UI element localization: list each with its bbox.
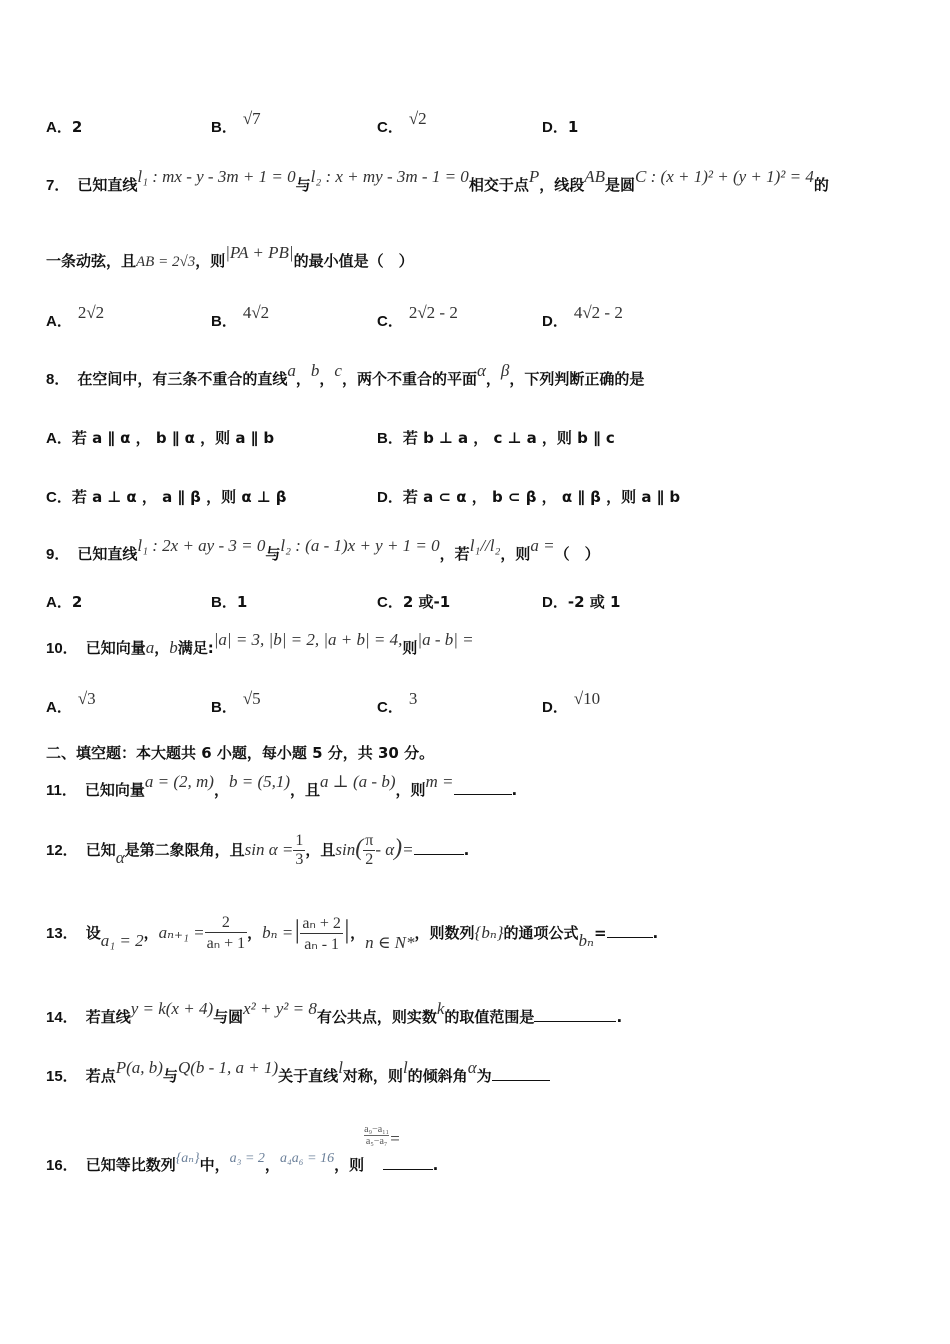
question-12: 12． 已知α是第二象限角，且sin α = $\frac{1}{3}$ ，且sin( $\frac{\pi}{2}$ - α)= . (46, 832, 470, 868)
q15-answer-blank[interactable] (492, 1066, 550, 1081)
section-2-heading: 二、填空题：本大题共 6 小题，每小题 5 分，共 30 分。 (46, 744, 435, 762)
q6-option-a: A．2 (46, 118, 83, 136)
question-7-line-1: 7． 已知直线l₁ : mx - y - 3m + 1 = 0与l₂ : x + my - 3m - 1 = 0相交于点P，线段AB是圆C : (x + 1)² + (y + 1)² = 4的 (46, 167, 829, 194)
question-16: 16． 已知等比数列{aₙ}中，a₃ = 2，a₄a₆ = 16，则 $\frac{\text{a₉−a₁₁}}{\text{a₅−a₇}}$ =. (46, 1124, 439, 1174)
q14-answer-blank[interactable] (534, 1007, 616, 1022)
q13-answer-blank[interactable] (607, 923, 653, 938)
q7-option-b: B． 4√2 (211, 303, 270, 330)
q6-option-b: B． √7 (211, 109, 261, 136)
question-11: 11． 已知向量a = (2, m)，b = (5,1)，且a ⊥ (a - b)，则m = . (46, 772, 518, 799)
question-7-line-2: 一条动弦，且AB = 2√3，则|PA + PB|的最小值是（ ） (46, 243, 414, 270)
question-8: 8． 在空间中，有三条不重合的直线a，b，c，两个不重合的平面α，β，下列判断正确的是 (46, 361, 645, 388)
q9-option-b: B．1 (211, 593, 248, 611)
q8-option-c: C．若 a ⊥ α ， a ∥ β ，则 α ⊥ β (46, 488, 287, 506)
q12-answer-blank[interactable] (414, 840, 464, 855)
q7-option-c: C． 2√2 - 2 (377, 303, 458, 330)
q9-option-c: C．2 或-1 (377, 593, 451, 611)
q9-option-a: A．2 (46, 593, 83, 611)
q7-option-a: A． 2√2 (46, 303, 105, 330)
q8-option-a: A．若 a ∥ α ， b ∥ α ，则 a ∥ b (46, 429, 275, 447)
q10-option-a: A． √3 (46, 689, 96, 716)
question-10: 10． 已知向量a，b满足:|a| = 3, |b| = 2, |a + b| = 4,则|a - b| = (46, 630, 474, 657)
q7-option-d: D． 4√2 - 2 (542, 303, 623, 330)
question-9: 9． 已知直线l₁ : 2x + ay - 3 = 0与l₂ : (a - 1)x + y + 1 = 0，若l₁//l₂，则a =（ ） (46, 536, 600, 563)
q10-option-d: D． √10 (542, 689, 601, 716)
q10-option-c: C． 3 (377, 689, 418, 716)
q6-option-c: C． √2 (377, 109, 427, 136)
question-13: 13． 设a₁ = 2，aₙ₊₁ = $\frac{2}{\text{aₙ + 1}}$ ，bₙ =| $\frac{\text{aₙ + 2}}{\text{aₙ - 1}}$ |，n ∈ N*，则数列{bₙ}的通项公式bₙ= . (46, 914, 659, 953)
question-14: 14． 若直线y = k(x + 4)与圆x² + y² = 8有公共点，则实数k的取值范围是 . (46, 999, 623, 1026)
q16-answer-blank[interactable] (383, 1155, 433, 1170)
q6-option-d: D．1 (542, 118, 579, 136)
q8-option-d: D．若 a ⊂ α ， b ⊂ β ， α ∥ β ，则 a ∥ b (377, 488, 681, 506)
q8-option-b: B．若 b ⊥ a ， c ⊥ a ，则 b ∥ c (377, 429, 615, 447)
q9-option-d: D．-2 或 1 (542, 593, 621, 611)
q11-answer-blank[interactable] (454, 780, 512, 795)
question-15: 15． 若点P(a, b)与Q(b - 1, a + 1)关于直线l对称，则l的倾斜角α为 (46, 1065, 550, 1086)
q10-option-b: B． √5 (211, 689, 261, 716)
